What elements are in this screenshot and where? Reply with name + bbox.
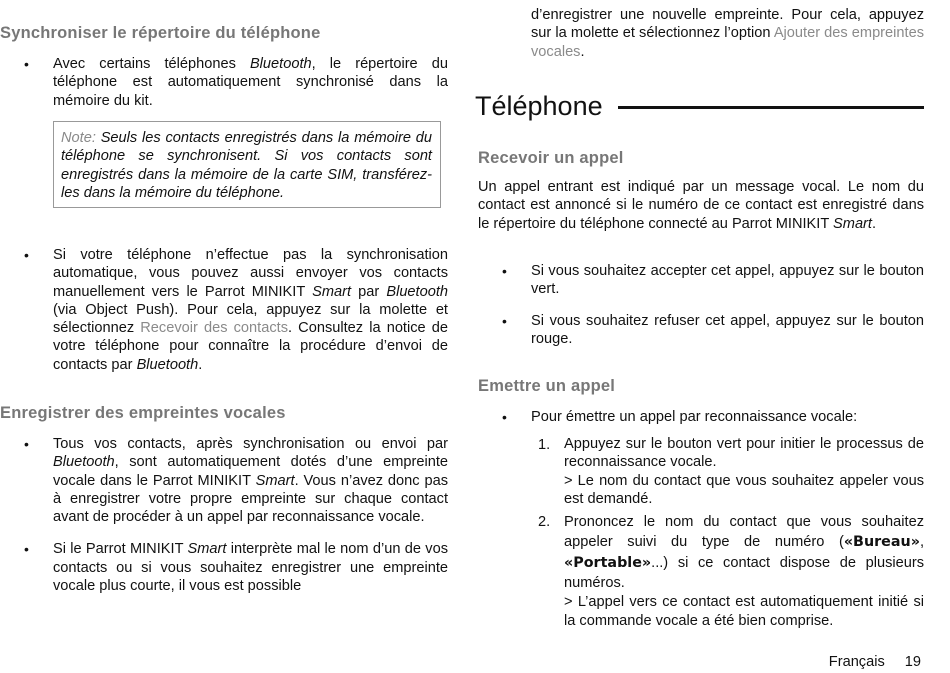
list-item: • Tous vos contacts, après synchronisation ou envoi par Bluetooth, sont automatiquement dotés d’une empreinte vocale dans le Parrot MINIKIT Smart. Vous n’avez donc pas à enregistrer votre propre empreinte sur chaque contact avant de procéder à un appel par reconnaissance vocale. <box>0 435 448 526</box>
page-title: Téléphone <box>475 89 617 123</box>
section-title-make-call: Emettre un appel <box>478 377 616 395</box>
page-number: 19 <box>904 654 921 670</box>
step-number: 1. <box>538 437 551 453</box>
page-footer <box>809 654 921 670</box>
footer-language: Français <box>828 654 885 670</box>
note-text: Seuls les contacts enregistrés dans la mémoire du téléphone se synchronisent. Si vos contacts sont enregistrés dans la mémoire de la carte SIM, transférez-les dans la mémoire du téléphone. <box>61 130 432 201</box>
list-item: • Avec certains téléphones Bluetooth, le répertoire du téléphone est automatiquement synchronisé dans la mémoire du kit. <box>0 55 448 110</box>
make-call-list <box>478 408 924 426</box>
sync-list-2 <box>0 246 448 374</box>
list-item: • Si vous souhaitez refuser cet appel, appuyez sur le bouton rouge. <box>478 312 924 349</box>
section-title-sync: Synchroniser le répertoire du téléphone <box>0 24 321 42</box>
list-item: • Si votre téléphone n’effectue pas la synchronisation automatique, vous pouvez aussi envoyer vos contacts manuellement vers le Parrot MINIKIT Smart par Bluetooth (via Object Push). Pour cela, appuyez sur la molette et sélectionnez Recevoir des contacts. Consultez la notice de votre téléphone pour connaître la procédure d’envoi de contacts par Bluetooth. <box>0 246 448 374</box>
step-item: 2. Prononcez le nom du contact que vous souhaitez appeler suivi du type de numéro («Bureau», «Portable»...) si ce contact dispose de plusieurs numéros. > L’appel vers ce contact est automatiquement initié si la commande vocale a été bien comprise. <box>538 514 924 629</box>
receive-call-paragraph: Un appel entrant est indiqué par un message vocal. Le nom du contact est annoncé si le numéro de ce contact est enregistré dans le répertoire du téléphone connecté au Parrot MINIKIT Smart. <box>478 179 924 232</box>
list-item: • Si vous souhaitez accepter cet appel, appuyez sur le bouton vert. <box>478 262 924 299</box>
menu-option-ajouter-empreintes: Ajouter des empreintes vocales <box>531 25 924 60</box>
section-title-voiceprints: Enregistrer des empreintes vocales <box>0 404 286 422</box>
note-label: Note: <box>61 130 96 146</box>
step-item: 1. Appuyez sur le bouton vert pour initier le processus de reconnaissance vocale. > Le nom du contact que vous souhaitez appeler vous est demandé. <box>538 436 924 507</box>
list-item: • Pour émettre un appel par reconnaissance vocale: <box>478 408 924 426</box>
heading-rule <box>618 106 924 109</box>
voiceprint-list <box>0 435 448 595</box>
chapter-heading <box>475 89 924 123</box>
menu-option-recevoir-contacts: Recevoir des contacts <box>140 320 288 337</box>
note-box <box>53 121 441 208</box>
list-item: • Si le Parrot MINIKIT Smart interprète mal le nom d’un de vos contacts ou si vous souhaitez enregistrer une empreinte vocale plus courte, il vous est possible <box>0 540 448 595</box>
continuation-text: d’enregistrer une nouvelle empreinte. Pour cela, appuyez sur la molette et sélectionnez l’option Ajouter des empreintes vocales. <box>531 7 924 60</box>
sync-list <box>0 55 448 110</box>
make-call-steps <box>478 435 924 630</box>
keyword-bureau: «Bureau» <box>843 534 920 551</box>
section-title-receive-call: Recevoir un appel <box>478 149 624 167</box>
step-number: 2. <box>538 514 551 531</box>
keyword-portable: «Portable» <box>564 554 652 571</box>
receive-call-list <box>478 262 924 348</box>
